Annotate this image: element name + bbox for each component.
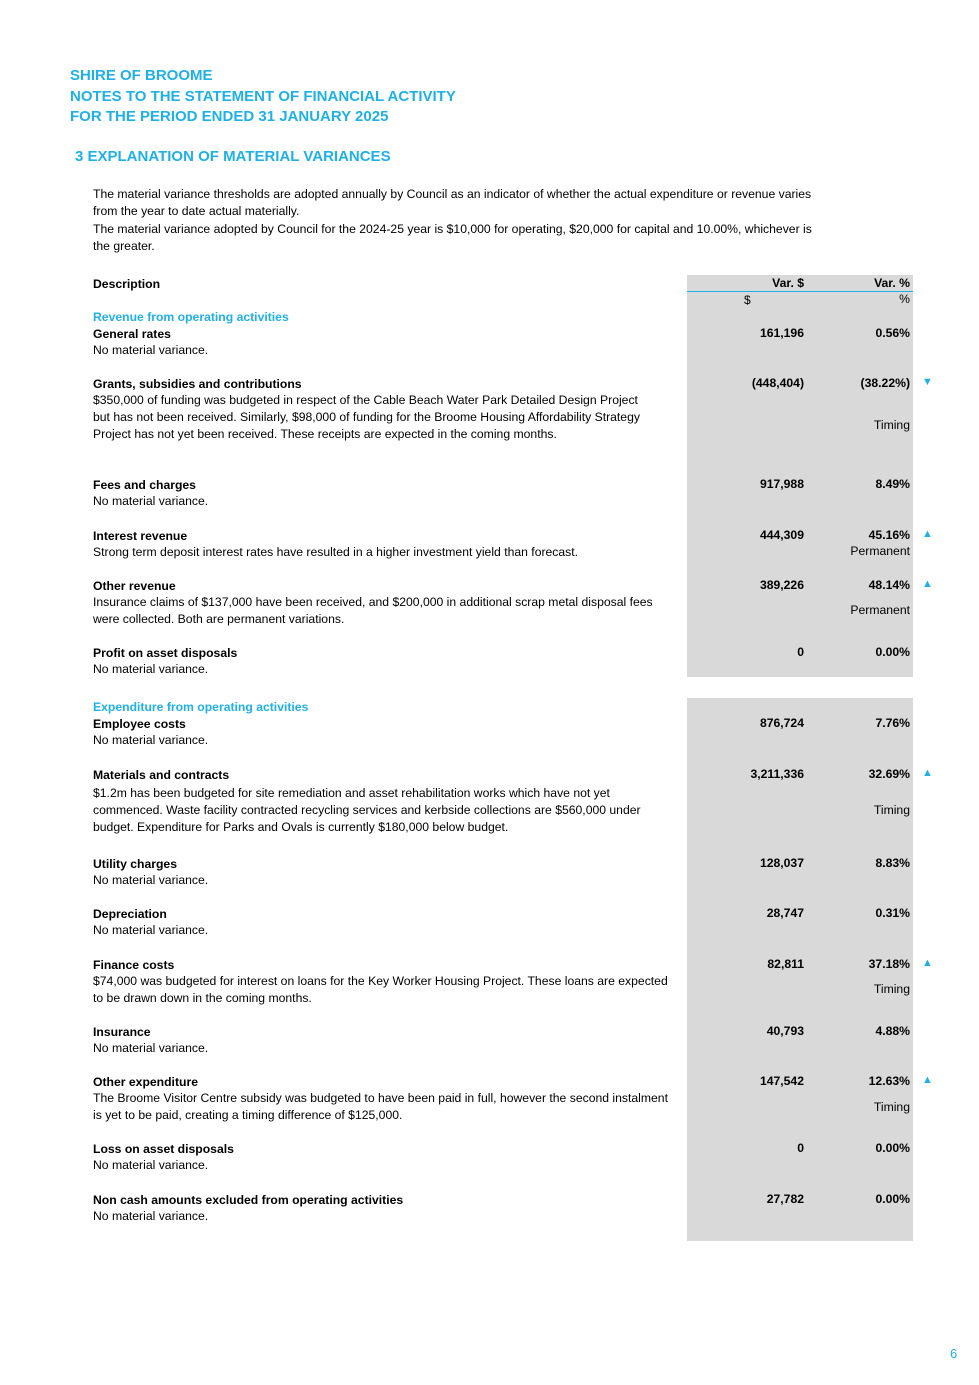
var-dollar-value: 3,211,336 <box>750 767 804 781</box>
intro-text <box>93 186 823 255</box>
row-explanation: The Broome Visitor Centre subsidy was budgeted to have been paid in full, however the second instalment is yet to be paid, creating a timing difference of $125,000. <box>93 1091 668 1122</box>
row-label: Non cash amounts excluded from operating activities <box>93 1193 404 1207</box>
var-percent-value: 8.83% <box>875 856 910 870</box>
row-label: Utility charges <box>93 857 177 871</box>
intro-paragraph-2: The material variance adopted by Council for the 2024-25 year is $10,000 for operating, $20,000 for capital and 10.00%, whichever is the greater. <box>93 221 812 253</box>
row-label: Fees and charges <box>93 478 196 492</box>
col-header-var-dollar: Var. $ <box>772 276 804 290</box>
variance-type: Timing <box>873 1100 910 1114</box>
var-percent-value: 48.14% <box>868 578 910 592</box>
unit-dollar: $ <box>744 293 751 307</box>
var-dollar-value: 876,724 <box>759 716 804 730</box>
group-label-expenditure: Expenditure from operating activities <box>93 700 309 714</box>
var-dollar-value: 0 <box>797 1141 804 1155</box>
row-explanation: $350,000 of funding was budgeted in respect of the Cable Beach Water Park Detailed Design Project but has not been received. Similarly, $98,000 of funding for the Broome Housing Affordability Strategy Project has not yet been received. These receipts are expected in the coming months. <box>93 393 640 441</box>
row-label: Employee costs <box>93 717 186 731</box>
row-explanation: No material variance. <box>93 1209 209 1223</box>
row-label: General rates <box>93 327 171 341</box>
var-percent-value: 32.69% <box>868 767 910 781</box>
row-explanation: $74,000 was budgeted for interest on loans for the Key Worker Housing Project. These loans are expected to be drawn down in the coming months. <box>93 974 668 1005</box>
up-arrow-icon: ▲ <box>922 1074 933 1086</box>
row-explanation: No material variance. <box>93 873 209 887</box>
unit-percent: % <box>899 292 910 306</box>
page-number: 6 <box>950 1346 958 1361</box>
up-arrow-icon: ▲ <box>922 578 933 590</box>
row-label: Insurance <box>93 1025 151 1039</box>
row-label: Finance costs <box>93 958 175 972</box>
report-period: FOR THE PERIOD ENDED 31 JANUARY 2025 <box>70 108 389 125</box>
var-dollar-value: 444,309 <box>759 528 804 542</box>
var-dollar-value: 161,196 <box>759 326 804 340</box>
up-arrow-icon: ▲ <box>922 957 933 969</box>
var-dollar-value: 128,037 <box>759 856 804 870</box>
row-label: Grants, subsidies and contributions <box>93 377 302 391</box>
var-dollar-value: 917,988 <box>759 477 804 491</box>
row-explanation: No material variance. <box>93 1158 209 1172</box>
row-explanation: $1.2m has been budgeted for site remediation and asset rehabilitation works which have not yet commenced. Waste facility contracted recycling services and kerbside collections are $560,000 under budget. Expenditure for Parks and Ovals is currently $180,000 below budget. <box>93 786 641 834</box>
col-header-description: Description <box>93 277 161 291</box>
var-percent-value: 37.18% <box>868 957 910 971</box>
var-percent-value: 7.76% <box>875 716 910 730</box>
var-percent-value: (38.22%) <box>860 376 910 390</box>
header-underline <box>687 291 913 292</box>
var-percent-value: 8.49% <box>875 477 910 491</box>
var-dollar-value: 147,542 <box>759 1074 804 1088</box>
var-dollar-value: 27,782 <box>766 1192 804 1206</box>
row-explanation: No material variance. <box>93 923 209 937</box>
row-explanation: No material variance. <box>93 494 209 508</box>
var-percent-value: 0.00% <box>875 1141 910 1155</box>
variance-type: Permanent <box>850 544 910 558</box>
row-label: Other revenue <box>93 579 176 593</box>
var-dollar-value: 389,226 <box>759 578 804 592</box>
org-name: SHIRE OF BROOME <box>70 67 213 84</box>
var-percent-value: 0.00% <box>875 645 910 659</box>
var-percent-value: 12.63% <box>868 1074 910 1088</box>
row-label: Profit on asset disposals <box>93 646 238 660</box>
intro-paragraph-1: The material variance thresholds are adopted annually by Council as an indicator of whether the actual expenditure or revenue varies from the year to date actual materially. <box>93 187 812 219</box>
var-dollar-value: 28,747 <box>766 906 804 920</box>
var-dollar-value: (448,404) <box>751 376 804 390</box>
row-label: Other expenditure <box>93 1075 198 1089</box>
up-arrow-icon: ▲ <box>922 767 933 779</box>
report-title: NOTES TO THE STATEMENT OF FINANCIAL ACTIVITY <box>70 87 456 105</box>
var-dollar-value: 40,793 <box>766 1024 804 1038</box>
down-arrow-icon: ▼ <box>922 376 933 388</box>
row-explanation: No material variance. <box>93 662 209 676</box>
group-label-revenue: Revenue from operating activities <box>93 310 289 324</box>
variance-type: Timing <box>873 418 910 432</box>
section-title: 3 EXPLANATION OF MATERIAL VARIANCES <box>75 148 391 165</box>
row-explanation: No material variance. <box>93 1041 209 1055</box>
row-explanation: Insurance claims of $137,000 have been received, and $200,000 in additional scrap metal disposal fees were collected. Both are permanent variations. <box>93 595 653 626</box>
col-header-var-percent: Var. % <box>874 276 910 290</box>
variance-type: Timing <box>873 803 910 817</box>
row-explanation: No material variance. <box>93 733 209 747</box>
up-arrow-icon: ▲ <box>922 528 933 540</box>
row-label: Materials and contracts <box>93 768 230 782</box>
row-label: Depreciation <box>93 907 167 921</box>
row-explanation: Strong term deposit interest rates have resulted in a higher investment yield than forecast. <box>93 545 579 559</box>
variance-type: Permanent <box>850 603 910 617</box>
variance-type: Timing <box>873 982 910 996</box>
row-label: Loss on asset disposals <box>93 1142 234 1156</box>
report-header <box>70 66 456 128</box>
var-percent-value: 0.31% <box>875 906 910 920</box>
row-label: Interest revenue <box>93 529 188 543</box>
var-percent-value: 0.00% <box>875 1192 910 1206</box>
var-percent-value: 45.16% <box>868 528 910 542</box>
var-dollar-value: 0 <box>797 645 804 659</box>
row-explanation: No material variance. <box>93 343 209 357</box>
var-percent-value: 4.88% <box>875 1024 910 1038</box>
var-percent-value: 0.56% <box>875 326 910 340</box>
var-dollar-value: 82,811 <box>767 957 804 971</box>
